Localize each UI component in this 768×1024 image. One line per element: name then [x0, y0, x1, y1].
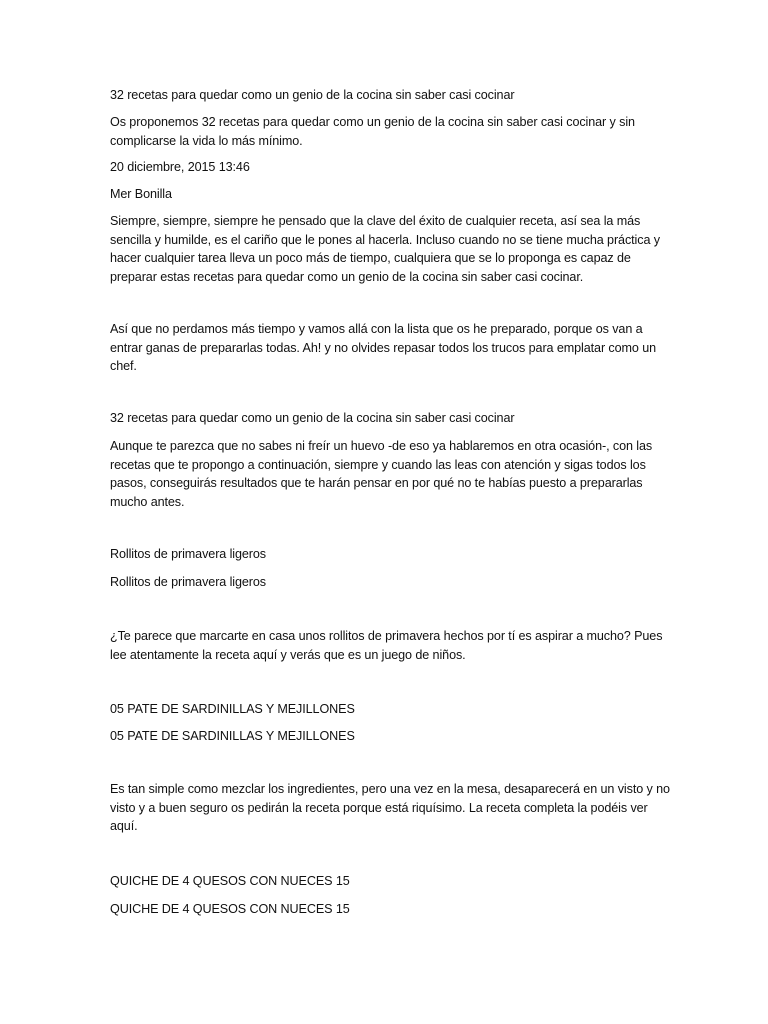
recipe-title: 05 PATE DE SARDINILLAS Y MEJILLONES: [110, 702, 355, 716]
section-heading: 32 recetas para quedar como un genio de la cocina sin saber casi cocinar: [110, 411, 515, 425]
second-paragraph: Así que no perdamos más tiempo y vamos allá con la lista que os he preparado, porque os van a entrar ganas de prepararlas todas. Ah! y no olvides repasar todos los trucos para emplatar como un chef.: [110, 322, 657, 373]
recipe-title-repeat: Rollitos de primavera ligeros: [110, 575, 266, 589]
intro-paragraph: Siempre, siempre, siempre he pensado que la clave del éxito de cualquier receta, así sea la más sencilla y humilde, es el cariño que le pones al hacerla. Incluso cuando no se tiene mucha práctica y hacer cualquier tarea lleva un poco más de tiempo, cualquiera que se lo proponga es capaz de preparar estas recetas para quedar como un genio de la cocina sin saber casi cocinar.: [110, 214, 660, 284]
article-date: 20 diciembre, 2015 13:46: [110, 160, 250, 174]
article-title: 32 recetas para quedar como un genio de la cocina sin saber casi cocinar: [110, 88, 515, 102]
recipe-title: QUICHE DE 4 QUESOS CON NUECES 15: [110, 874, 350, 888]
section-paragraph: Aunque te parezca que no sabes ni freír un huevo -de eso ya hablaremos en otra ocasión-, con las recetas que te propongo a continuación, siempre y cuando las leas con atención y sigas todos los pasos, conseguirás resultados que te harán pensar en por qué no te habías puesto a prepararlas mucho antes.: [110, 439, 653, 509]
recipe-title-repeat: QUICHE DE 4 QUESOS CON NUECES 15: [110, 902, 350, 916]
article-author: Mer Bonilla: [110, 187, 172, 201]
recipe-title-repeat: 05 PATE DE SARDINILLAS Y MEJILLONES: [110, 729, 355, 743]
recipe-title: Rollitos de primavera ligeros: [110, 547, 266, 561]
recipe-description: ¿Te parece que marcarte en casa unos rollitos de primavera hechos por tí es aspirar a mucho? Pues lee atentamente la receta aquí y verás que es un juego de niños.: [110, 629, 663, 662]
article-subtitle: Os proponemos 32 recetas para quedar como un genio de la cocina sin saber casi cocinar y sin complicarse la vida lo más mínimo.: [110, 115, 635, 148]
recipe-description: Es tan simple como mezclar los ingredientes, pero una vez en la mesa, desaparecerá en un visto y no visto y a buen seguro os pedirán la receta porque está riquísimo. La receta completa la podéis ver aquí.: [110, 782, 670, 833]
